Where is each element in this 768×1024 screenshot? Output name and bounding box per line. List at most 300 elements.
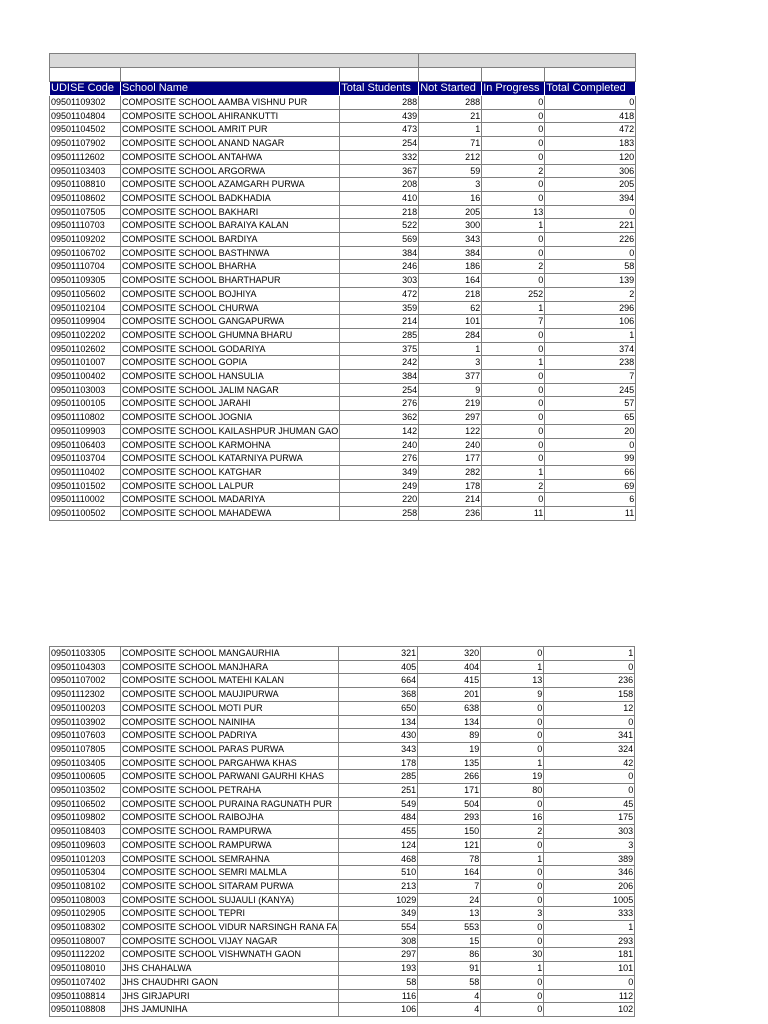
school-name-cell: COMPOSITE SCHOOL MATEHI KALAN <box>121 674 339 688</box>
table-row <box>50 825 635 839</box>
total-completed-cell: 58 <box>545 260 636 274</box>
not-started-cell: 71 <box>419 137 482 151</box>
not-started-cell: 212 <box>419 150 482 164</box>
in-progress-cell: 16 <box>481 811 544 825</box>
school-name-cell: COMPOSITE SCHOOL PARGAHWA KHAS <box>121 756 339 770</box>
total-students-cell: 124 <box>339 838 418 852</box>
total-completed-cell: 0 <box>544 660 635 674</box>
not-started-cell: 121 <box>418 838 481 852</box>
udise-code-cell: 09501100502 <box>50 507 121 521</box>
total-completed-cell: 1005 <box>544 893 635 907</box>
total-completed-cell: 296 <box>545 301 636 315</box>
total-students-cell: 285 <box>340 328 419 342</box>
table-row <box>50 688 635 702</box>
school-name-cell: COMPOSITE SCHOOL ANTAHWA <box>121 150 340 164</box>
table-row <box>50 411 636 425</box>
total-students-cell: 455 <box>339 825 418 839</box>
total-completed-cell: 139 <box>545 274 636 288</box>
total-completed-cell: 6 <box>545 493 636 507</box>
total-students-cell: 288 <box>340 96 419 110</box>
in-progress-cell: 0 <box>481 797 544 811</box>
total-students-cell: 178 <box>339 756 418 770</box>
table-row <box>50 164 636 178</box>
not-started-cell: 78 <box>418 852 481 866</box>
table-row <box>50 205 636 219</box>
not-started-cell: 21 <box>419 109 482 123</box>
total-completed-cell: 0 <box>545 205 636 219</box>
total-students-cell: 343 <box>339 742 418 756</box>
in-progress-cell: 0 <box>482 233 545 247</box>
school-name-cell: COMPOSITE SCHOOL MAHADEWA <box>121 507 340 521</box>
table-row <box>50 811 635 825</box>
udise-code-cell: 09501112302 <box>50 688 121 702</box>
in-progress-cell: 0 <box>482 383 545 397</box>
udise-code-cell: 09501102602 <box>50 342 121 356</box>
header-total-students: Total Students <box>340 82 419 96</box>
school-name-cell: COMPOSITE SCHOOL GHUMNA BHARU <box>121 328 340 342</box>
not-started-cell: 266 <box>418 770 481 784</box>
udise-code-cell: 09501108814 <box>50 989 121 1003</box>
school-name-cell: COMPOSITE SCHOOL LALPUR <box>121 479 340 493</box>
udise-code-cell: 09501110002 <box>50 493 121 507</box>
not-started-cell: 293 <box>418 811 481 825</box>
table-row <box>50 233 636 247</box>
title-cell-right <box>419 54 636 68</box>
udise-code-cell: 09501100105 <box>50 397 121 411</box>
not-started-cell: 300 <box>419 219 482 233</box>
table-row <box>50 852 635 866</box>
udise-code-cell: 09501102905 <box>50 907 121 921</box>
not-started-cell: 16 <box>419 191 482 205</box>
total-students-cell: 303 <box>340 274 419 288</box>
total-students-cell: 258 <box>340 507 419 521</box>
total-completed-cell: 341 <box>544 729 635 743</box>
not-started-cell: 4 <box>418 989 481 1003</box>
not-started-cell: 101 <box>419 315 482 329</box>
school-name-cell: COMPOSITE SCHOOL SITARAM PURWA <box>121 879 339 893</box>
total-completed-cell: 20 <box>545 424 636 438</box>
total-completed-cell: 45 <box>544 797 635 811</box>
total-students-cell: 468 <box>339 852 418 866</box>
udise-code-cell: 09501107603 <box>50 729 121 743</box>
table-row <box>50 797 635 811</box>
not-started-cell: 91 <box>418 962 481 976</box>
table-row <box>50 493 636 507</box>
not-started-cell: 282 <box>419 465 482 479</box>
total-completed-cell: 205 <box>545 178 636 192</box>
table-row <box>50 962 635 976</box>
total-students-cell: 321 <box>339 647 418 661</box>
school-name-cell: COMPOSITE SCHOOL KATGHAR <box>121 465 340 479</box>
table-row <box>50 424 636 438</box>
udise-code-cell: 09501102202 <box>50 328 121 342</box>
udise-code-cell: 09501101007 <box>50 356 121 370</box>
in-progress-cell: 0 <box>481 729 544 743</box>
school-name-cell: COMPOSITE SCHOOL PARWANI GAURHI KHAS <box>121 770 339 784</box>
school-name-cell: COMPOSITE SCHOOL JARAHI <box>121 397 340 411</box>
total-completed-cell: 2 <box>545 287 636 301</box>
total-students-cell: 214 <box>340 315 419 329</box>
total-completed-cell: 3 <box>544 838 635 852</box>
not-started-cell: 62 <box>419 301 482 315</box>
not-started-cell: 24 <box>418 893 481 907</box>
total-students-cell: 439 <box>340 109 419 123</box>
udise-code-cell: 09501107805 <box>50 742 121 756</box>
in-progress-cell: 0 <box>482 96 545 110</box>
table-row <box>50 96 636 110</box>
udise-code-cell: 09501112202 <box>50 948 121 962</box>
school-name-cell: COMPOSITE SCHOOL NAINIHA <box>121 715 339 729</box>
school-name-cell: COMPOSITE SCHOOL PADRIYA <box>121 729 339 743</box>
school-name-cell: COMPOSITE SCHOOL MAUJIPURWA <box>121 688 339 702</box>
udise-code-cell: 09501108007 <box>50 934 121 948</box>
total-students-cell: 142 <box>340 424 419 438</box>
school-name-cell: COMPOSITE SCHOOL GANGAPURWA <box>121 315 340 329</box>
total-students-cell: 362 <box>340 411 419 425</box>
in-progress-cell: 0 <box>482 452 545 466</box>
table-row <box>50 921 635 935</box>
in-progress-cell: 0 <box>481 838 544 852</box>
not-started-cell: 59 <box>419 164 482 178</box>
total-completed-cell: 0 <box>545 438 636 452</box>
total-completed-cell: 1 <box>544 647 635 661</box>
total-completed-cell: 418 <box>545 109 636 123</box>
total-students-cell: 213 <box>339 879 418 893</box>
table-row <box>50 315 636 329</box>
in-progress-cell: 2 <box>481 825 544 839</box>
school-name-cell: COMPOSITE SCHOOL BHARTHAPUR <box>121 274 340 288</box>
udise-code-cell: 09501103704 <box>50 452 121 466</box>
in-progress-cell: 2 <box>482 164 545 178</box>
table-row <box>50 674 635 688</box>
total-students-cell: 249 <box>340 479 419 493</box>
not-started-cell: 236 <box>419 507 482 521</box>
table-row <box>50 866 635 880</box>
total-students-cell: 251 <box>339 784 418 798</box>
total-completed-cell: 175 <box>544 811 635 825</box>
udise-code-cell: 09501106702 <box>50 246 121 260</box>
school-name-cell: COMPOSITE SCHOOL PARAS PURWA <box>121 742 339 756</box>
udise-code-cell: 09501109202 <box>50 233 121 247</box>
school-name-cell: COMPOSITE SCHOOL VIJAY NAGAR <box>121 934 339 948</box>
not-started-cell: 553 <box>418 921 481 935</box>
school-name-cell: COMPOSITE SCHOOL SEMRAHNA <box>121 852 339 866</box>
total-completed-cell: 0 <box>544 975 635 989</box>
total-completed-cell: 394 <box>545 191 636 205</box>
udise-code-cell: 09501101502 <box>50 479 121 493</box>
total-completed-cell: 12 <box>544 701 635 715</box>
in-progress-cell: 1 <box>482 356 545 370</box>
school-name-cell: COMPOSITE SCHOOL PETRAHA <box>121 784 339 798</box>
total-completed-cell: 1 <box>544 921 635 935</box>
total-completed-cell: 333 <box>544 907 635 921</box>
school-name-cell: COMPOSITE SCHOOL KAILASHPUR JHUMAN GAO <box>121 424 340 438</box>
udise-code-cell: 09501104804 <box>50 109 121 123</box>
table-row <box>50 383 636 397</box>
in-progress-cell: 1 <box>481 756 544 770</box>
udise-code-cell: 09501108102 <box>50 879 121 893</box>
table-row <box>50 465 636 479</box>
table-row <box>50 452 636 466</box>
table-row <box>50 879 635 893</box>
udise-code-cell: 09501107402 <box>50 975 121 989</box>
in-progress-cell: 0 <box>481 921 544 935</box>
school-name-cell: COMPOSITE SCHOOL VISHWNATH GAON <box>121 948 339 962</box>
total-completed-cell: 303 <box>544 825 635 839</box>
table-row <box>50 729 635 743</box>
header-in-progress: In Progress <box>482 82 545 96</box>
school-name-cell: JHS JAMUNIHA <box>121 1003 339 1017</box>
in-progress-cell: 0 <box>481 989 544 1003</box>
udise-code-cell: 09501110704 <box>50 260 121 274</box>
total-completed-cell: 293 <box>544 934 635 948</box>
in-progress-cell: 0 <box>482 191 545 205</box>
udise-code-cell: 09501109305 <box>50 274 121 288</box>
in-progress-cell: 0 <box>482 178 545 192</box>
udise-code-cell: 09501108602 <box>50 191 121 205</box>
udise-code-cell: 09501110703 <box>50 219 121 233</box>
udise-code-cell: 09501105304 <box>50 866 121 880</box>
udise-code-cell: 09501109904 <box>50 315 121 329</box>
table-row <box>50 507 636 521</box>
total-students-cell: 254 <box>340 383 419 397</box>
udise-code-cell: 09501109302 <box>50 96 121 110</box>
total-students-cell: 510 <box>339 866 418 880</box>
in-progress-cell: 0 <box>481 715 544 729</box>
table-row <box>50 1003 635 1017</box>
table-row <box>50 893 635 907</box>
total-students-cell: 134 <box>339 715 418 729</box>
title-row <box>50 54 636 68</box>
total-completed-cell: 0 <box>544 784 635 798</box>
total-students-cell: 242 <box>340 356 419 370</box>
school-name-cell: COMPOSITE SCHOOL JALIM NAGAR <box>121 383 340 397</box>
school-name-cell: COMPOSITE SCHOOL BAKHARI <box>121 205 340 219</box>
total-students-cell: 332 <box>340 150 419 164</box>
total-students-cell: 254 <box>340 137 419 151</box>
table-row <box>50 328 636 342</box>
not-started-cell: 201 <box>418 688 481 702</box>
school-name-cell: COMPOSITE SCHOOL MADARIYA <box>121 493 340 507</box>
not-started-cell: 89 <box>418 729 481 743</box>
in-progress-cell: 9 <box>481 688 544 702</box>
in-progress-cell: 2 <box>482 260 545 274</box>
total-students-cell: 246 <box>340 260 419 274</box>
total-completed-cell: 112 <box>544 989 635 1003</box>
in-progress-cell: 0 <box>482 342 545 356</box>
not-started-cell: 86 <box>418 948 481 962</box>
total-students-cell: 297 <box>339 948 418 962</box>
school-name-cell: COMPOSITE SCHOOL ANAND NAGAR <box>121 137 340 151</box>
total-students-cell: 522 <box>340 219 419 233</box>
in-progress-cell: 0 <box>481 701 544 715</box>
total-students-cell: 554 <box>339 921 418 935</box>
in-progress-cell: 0 <box>481 934 544 948</box>
udise-code-cell: 09501100203 <box>50 701 121 715</box>
udise-code-cell: 09501103902 <box>50 715 121 729</box>
total-completed-cell: 238 <box>545 356 636 370</box>
udise-code-cell: 09501108010 <box>50 962 121 976</box>
table-row <box>50 715 635 729</box>
total-completed-cell: 102 <box>544 1003 635 1017</box>
not-started-cell: 122 <box>419 424 482 438</box>
not-started-cell: 178 <box>419 479 482 493</box>
header-total-completed: Total Completed <box>545 82 636 96</box>
in-progress-cell: 0 <box>482 246 545 260</box>
udise-code-cell: 09501103003 <box>50 383 121 397</box>
in-progress-cell: 1 <box>482 219 545 233</box>
total-completed-cell: 158 <box>544 688 635 702</box>
school-name-cell: COMPOSITE SCHOOL MANGAURHIA <box>121 647 339 661</box>
table-row <box>50 948 635 962</box>
not-started-cell: 164 <box>419 274 482 288</box>
school-name-cell: COMPOSITE SCHOOL MOTI PUR <box>121 701 339 715</box>
total-completed-cell: 11 <box>545 507 636 521</box>
not-started-cell: 1 <box>419 123 482 137</box>
udise-code-cell: 09501108302 <box>50 921 121 935</box>
udise-code-cell: 09501101203 <box>50 852 121 866</box>
table-row <box>50 370 636 384</box>
school-name-cell: COMPOSITE SCHOOL BARDIYA <box>121 233 340 247</box>
total-completed-cell: 7 <box>545 370 636 384</box>
school-name-cell: COMPOSITE SCHOOL GOPIA <box>121 356 340 370</box>
table-row <box>50 784 635 798</box>
total-students-cell: 359 <box>340 301 419 315</box>
total-completed-cell: 99 <box>545 452 636 466</box>
total-completed-cell: 245 <box>545 383 636 397</box>
udise-code-cell: 09501103305 <box>50 647 121 661</box>
not-started-cell: 320 <box>418 647 481 661</box>
in-progress-cell: 13 <box>481 674 544 688</box>
not-started-cell: 13 <box>418 907 481 921</box>
table-row <box>50 356 636 370</box>
not-started-cell: 384 <box>419 246 482 260</box>
udise-code-cell: 09501106403 <box>50 438 121 452</box>
total-students-cell: 308 <box>339 934 418 948</box>
not-started-cell: 205 <box>419 205 482 219</box>
in-progress-cell: 0 <box>482 150 545 164</box>
total-completed-cell: 101 <box>544 962 635 976</box>
table-row <box>50 989 635 1003</box>
total-students-cell: 220 <box>340 493 419 507</box>
udise-code-cell: 09501107002 <box>50 674 121 688</box>
header-not-started: Not Started <box>419 82 482 96</box>
udise-code-cell: 09501109802 <box>50 811 121 825</box>
not-started-cell: 638 <box>418 701 481 715</box>
total-completed-cell: 226 <box>545 233 636 247</box>
in-progress-cell: 1 <box>482 301 545 315</box>
total-completed-cell: 65 <box>545 411 636 425</box>
not-started-cell: 404 <box>418 660 481 674</box>
school-name-cell: COMPOSITE SCHOOL TEPRI <box>121 907 339 921</box>
total-students-cell: 349 <box>340 465 419 479</box>
total-completed-cell: 389 <box>544 852 635 866</box>
school-name-cell: COMPOSITE SCHOOL RAIBOJHA <box>121 811 339 825</box>
in-progress-cell: 0 <box>482 137 545 151</box>
total-students-cell: 405 <box>339 660 418 674</box>
udise-code-cell: 09501108003 <box>50 893 121 907</box>
in-progress-cell: 30 <box>481 948 544 962</box>
udise-code-cell: 09501103405 <box>50 756 121 770</box>
table-row <box>50 246 636 260</box>
total-completed-cell: 183 <box>545 137 636 151</box>
in-progress-cell: 1 <box>481 852 544 866</box>
school-name-cell: COMPOSITE SCHOOL CHURWA <box>121 301 340 315</box>
table-row <box>50 438 636 452</box>
not-started-cell: 288 <box>419 96 482 110</box>
school-name-cell: JHS CHAUDHRI GAON <box>121 975 339 989</box>
not-started-cell: 3 <box>419 356 482 370</box>
school-name-cell: JHS GIRJAPURI <box>121 989 339 1003</box>
total-students-cell: 240 <box>340 438 419 452</box>
total-students-cell: 430 <box>339 729 418 743</box>
total-students-cell: 410 <box>340 191 419 205</box>
table-row <box>50 274 636 288</box>
total-completed-cell: 206 <box>544 879 635 893</box>
not-started-cell: 4 <box>418 1003 481 1017</box>
total-completed-cell: 306 <box>545 164 636 178</box>
total-completed-cell: 221 <box>545 219 636 233</box>
table-row <box>50 701 635 715</box>
total-students-cell: 569 <box>340 233 419 247</box>
total-students-cell: 116 <box>339 989 418 1003</box>
total-students-cell: 549 <box>339 797 418 811</box>
school-name-cell: COMPOSITE SCHOOL AMRIT PUR <box>121 123 340 137</box>
not-started-cell: 377 <box>419 370 482 384</box>
total-completed-cell: 0 <box>545 96 636 110</box>
total-completed-cell: 0 <box>544 715 635 729</box>
in-progress-cell: 2 <box>482 479 545 493</box>
total-students-cell: 472 <box>340 287 419 301</box>
school-progress-table-2 <box>49 646 635 1017</box>
not-started-cell: 150 <box>418 825 481 839</box>
table-row <box>50 260 636 274</box>
total-completed-cell: 106 <box>545 315 636 329</box>
total-students-cell: 208 <box>340 178 419 192</box>
total-students-cell: 276 <box>340 452 419 466</box>
school-name-cell: JHS CHAHALWA <box>121 962 339 976</box>
total-completed-cell: 57 <box>545 397 636 411</box>
not-started-cell: 1 <box>419 342 482 356</box>
table-row <box>50 191 636 205</box>
school-name-cell: COMPOSITE SCHOOL SEMRI MALMLA <box>121 866 339 880</box>
table-row <box>50 907 635 921</box>
total-students-cell: 484 <box>339 811 418 825</box>
udise-code-cell: 09501112602 <box>50 150 121 164</box>
header-row <box>50 82 636 96</box>
udise-code-cell: 09501104303 <box>50 660 121 674</box>
in-progress-cell: 0 <box>481 893 544 907</box>
total-completed-cell: 1 <box>545 328 636 342</box>
udise-code-cell: 09501110802 <box>50 411 121 425</box>
in-progress-cell: 0 <box>481 975 544 989</box>
school-name-cell: COMPOSITE SCHOOL SUJAULI (KANYA) <box>121 893 339 907</box>
total-students-cell: 650 <box>339 701 418 715</box>
table-row <box>50 178 636 192</box>
school-name-cell: COMPOSITE SCHOOL RAMPURWA <box>121 838 339 852</box>
not-started-cell: 7 <box>418 879 481 893</box>
not-started-cell: 177 <box>419 452 482 466</box>
udise-code-cell: 09501108403 <box>50 825 121 839</box>
table-row <box>50 219 636 233</box>
total-completed-cell: 0 <box>544 770 635 784</box>
in-progress-cell: 0 <box>482 493 545 507</box>
total-completed-cell: 69 <box>545 479 636 493</box>
school-name-cell: COMPOSITE SCHOOL JOGNIA <box>121 411 340 425</box>
in-progress-cell: 0 <box>482 328 545 342</box>
school-name-cell: COMPOSITE SCHOOL BHARHA <box>121 260 340 274</box>
school-name-cell: COMPOSITE SCHOOL BARAIYA KALAN <box>121 219 340 233</box>
